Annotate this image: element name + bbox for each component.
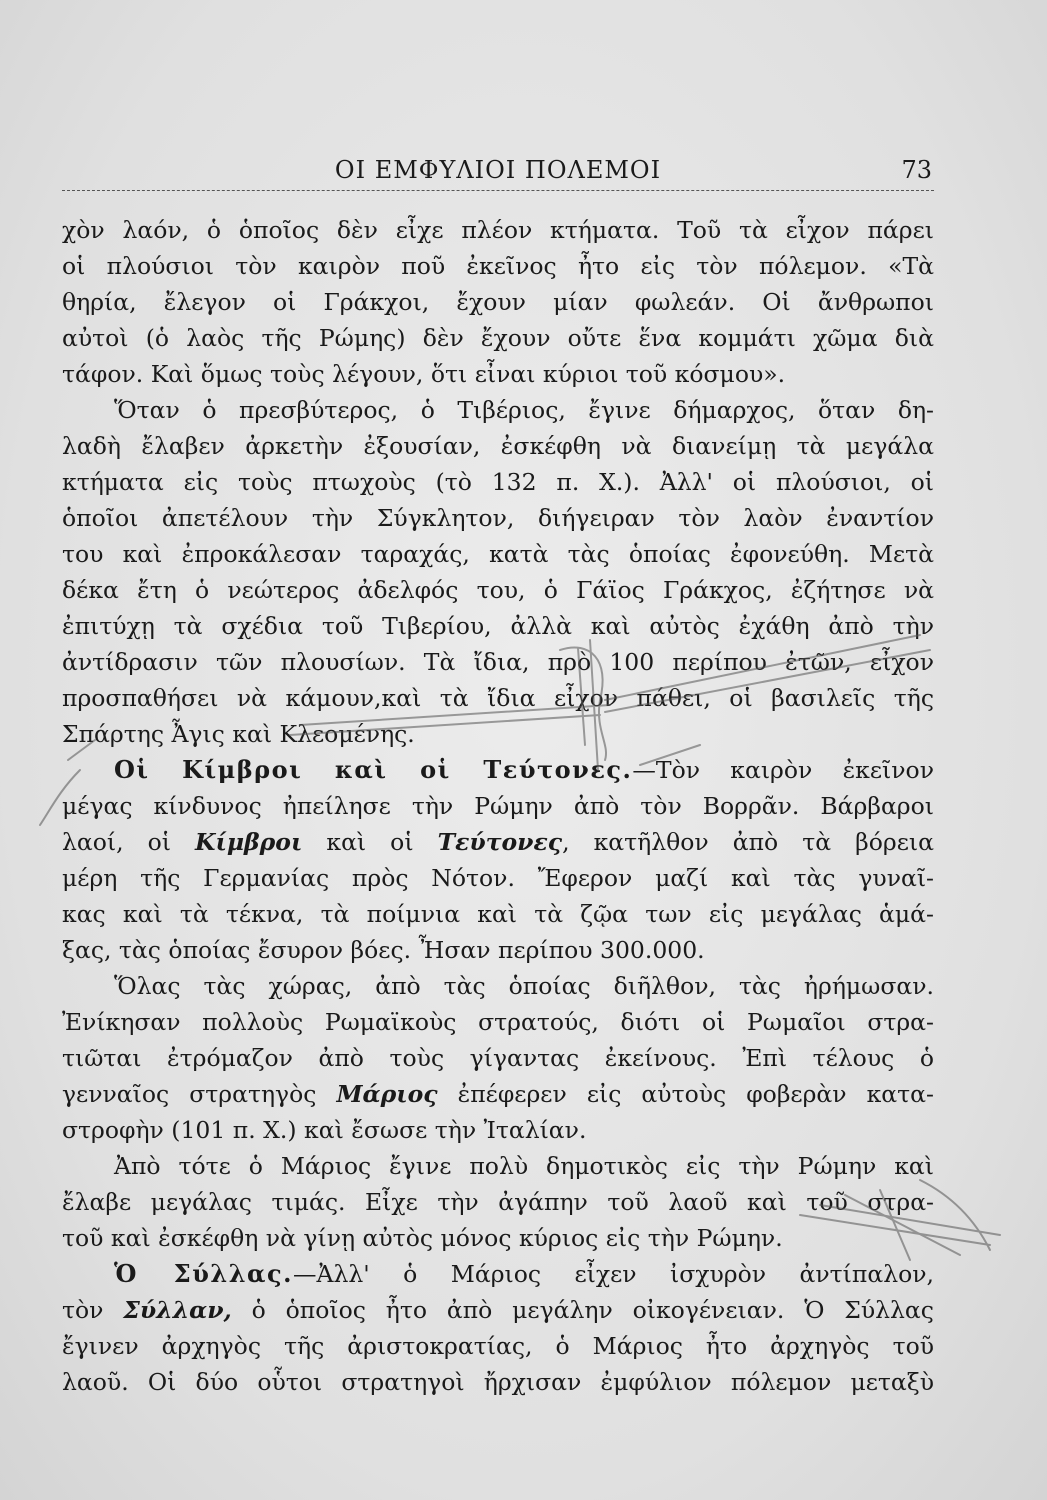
- text-span: γενναῖος στρατηγὸς: [62, 1080, 317, 1108]
- emphasized-term: Μάριος: [336, 1080, 438, 1108]
- text-span: ὁ ὁποῖος ἦτο ἀπὸ μεγάλην οἰκογένειαν. Ὁ Σύλλας: [251, 1296, 934, 1324]
- text-line: Σπάρτης Ἆγις καὶ Κλεομένης.: [62, 720, 415, 748]
- header-rule: [62, 190, 934, 191]
- body-text: [62, 212, 934, 1400]
- text-line: τάφον. Καὶ ὅμως τοὺς λέγουν, ὅτι εἶναι κύριοι τοῦ κόσμου».: [62, 360, 786, 388]
- text-span: —Ἀλλ' ὁ Μάριος εἶχεν ἰσχυρὸν ἀντίπαλον,: [292, 1260, 934, 1288]
- text-line: μέγας κίνδυνος ἠπείλησε τὴν Ρώμην ἀπὸ τὸν Βορρᾶν. Βάρβαροι: [62, 792, 934, 820]
- text-line: κτήματα εἰς τοὺς πτωχοὺς (τὸ 132 π. Χ.). Ἀλλ' οἱ πλούσιοι, οἱ: [62, 468, 934, 496]
- emphasized-term: Τεύτονες: [437, 828, 563, 856]
- text-line: κας καὶ τὰ τέκνα, τὰ ποίμνια καὶ τὰ ζῷα των εἰς μεγάλας ἁμά-: [62, 900, 934, 928]
- text-line: ἔλαβε μεγάλας τιμάς. Εἶχε τὴν ἀγάπην τοῦ λαοῦ καὶ τοῦ στρα-: [62, 1188, 934, 1216]
- running-header: [62, 150, 934, 194]
- emphasized-term: Σύλλαν,: [123, 1296, 232, 1324]
- text-span: τὸν: [62, 1296, 104, 1324]
- text-line: στροφὴν (101 π. Χ.) καὶ ἔσωσε τὴν Ἰταλίαν.: [62, 1116, 587, 1144]
- text-line: [62, 1292, 934, 1328]
- text-line: τοῦ καὶ ἐσκέφθη νὰ γίνῃ αὐτὸς μόνος κύριος εἰς τὴν Ρώμην.: [62, 1224, 783, 1252]
- text-line: μέρη τῆς Γερμανίας πρὸς Νότον. Ἔφερον μαζί καὶ τὰς γυναῖ-: [62, 864, 934, 892]
- text-line: οἱ πλούσιοι τὸν καιρὸν ποῦ ἐκεῖνος ἦτο εἰς τὸν πόλεμον. «Τὰ: [62, 252, 934, 280]
- text-span: , κατῆλθον ἀπὸ τὰ βόρεια: [562, 828, 934, 856]
- text-line: λαοῦ. Οἱ δύο οὗτοι στρατηγοὶ ἤρχισαν ἐμφύλιον πόλεμον μεταξὺ: [62, 1368, 934, 1396]
- text-line: προσπαθήσει νὰ κάμουν,καὶ τὰ ἴδια εἶχον πάθει, οἱ βασιλεῖς τῆς: [62, 684, 934, 712]
- section-heading-line: [62, 752, 934, 788]
- text-line: θηρία, ἔλεγον οἱ Γράκχοι, ἔχουν μίαν φωλεάν. Οἱ ἄνθρωποι: [62, 288, 934, 316]
- emphasized-term: Κίμβροι: [195, 828, 303, 856]
- text-line: ὁποῖοι ἀπετέλουν τὴν Σύγκλητον, διήγειραν τὸν λαὸν ἐναντίον: [62, 504, 934, 532]
- text-line: ἐπιτύχῃ τὰ σχέδια τοῦ Τιβερίου, ἀλλὰ καὶ αὐτὸς ἐχάθη ἀπὸ τὴν: [62, 612, 934, 640]
- text-line: Ἐνίκησαν πολλοὺς Ρωμαϊκοὺς στρατούς, διότι οἱ Ρωμαῖοι στρα-: [62, 1008, 934, 1036]
- text-line: Ὅταν ὁ πρεσβύτερος, ὁ Τιβέριος, ἔγινε δήμαρχος, ὅταν δη-: [114, 396, 934, 424]
- page-number: 73: [901, 156, 932, 184]
- text-line: Ὅλας τὰς χώρας, ἀπὸ τὰς ὁποίας διῆλθον, τὰς ἠρήμωσαν.: [114, 972, 934, 1000]
- running-title: ΟΙ ΕΜΦΥΛΙΟΙ ΠΟΛΕΜΟΙ: [334, 156, 662, 184]
- text-line: του καὶ ἐπροκάλεσαν ταραχάς, κατὰ τὰς ὁποίας ἐφονεύθη. Μετὰ: [62, 540, 934, 568]
- text-span: λαοί, οἱ: [62, 828, 171, 856]
- text-line: λαδὴ ἔλαβεν ἀρκετὴν ἐξουσίαν, ἐσκέφθη νὰ διανείμῃ τὰ μεγάλα: [62, 432, 934, 460]
- text-line: δέκα ἔτη ὁ νεώτερος ἀδελφός του, ὁ Γάϊος Γράκχος, ἐζήτησε νὰ: [62, 576, 934, 604]
- text-line: τιῶται ἐτρόμαζον ἀπὸ τοὺς γίγαντας ἐκείνους. Ἐπὶ τέλους ὁ: [62, 1044, 934, 1072]
- section-heading: Ὁ Σύλλας.: [114, 1259, 293, 1288]
- section-heading-line: [62, 1256, 934, 1292]
- section-heading: Οἱ Κίμβροι καὶ οἱ Τεύτονες.: [114, 755, 633, 784]
- text-span: ἐπέφερεν εἰς αὐτοὺς φοβερὰν κατα-: [457, 1080, 934, 1108]
- text-line: Ἀπὸ τότε ὁ Μάριος ἔγινε πολὺ δημοτικὸς εἰς τὴν Ρώμην καὶ: [114, 1152, 934, 1180]
- text-line: [62, 1076, 934, 1112]
- text-line: ἀντίδρασιν τῶν πλουσίων. Τὰ ἴδια, πρὸ 100 περίπου ἐτῶν, εἶχον: [62, 648, 934, 676]
- text-line: [62, 824, 934, 860]
- text-span: καὶ οἱ: [326, 828, 414, 856]
- text-line: αὐτοὶ (ὁ λαὸς τῆς Ρώμης) δὲν ἔχουν οὔτε ἕνα κομμάτι χῶμα διὰ: [62, 324, 934, 352]
- text-span: —Τὸν καιρὸν ἐκεῖνον: [632, 756, 934, 784]
- text-line: ξας, τὰς ὁποίας ἔσυρον βόες. Ἦσαν περίπου 300.000.: [62, 936, 705, 964]
- text-line: χὸν λαόν, ὁ ὁποῖος δὲν εἶχε πλέον κτήματα. Τοῦ τὰ εἶχον πάρει: [62, 216, 934, 244]
- text-line: ἔγινεν ἀρχηγὸς τῆς ἀριστοκρατίας, ὁ Μάριος ἦτο ἀρχηγὸς τοῦ: [62, 1332, 934, 1360]
